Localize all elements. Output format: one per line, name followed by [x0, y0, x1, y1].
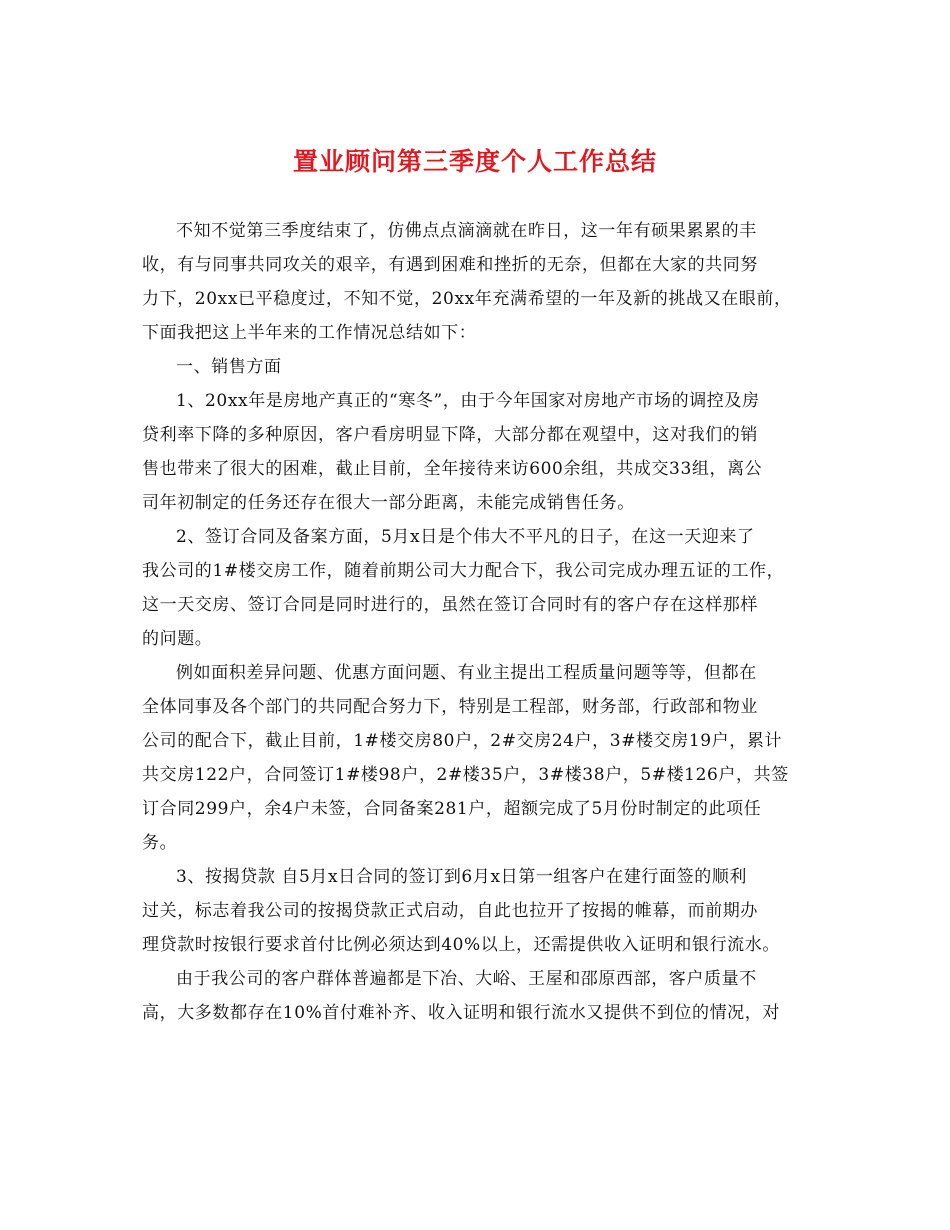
paragraph-line: 收，有与同事共同攻关的艰辛，有遇到困难和挫折的无奈，但都在大家的共同努	[142, 255, 758, 275]
paragraph-line: 下面我把这上半年来的工作情况总结如下：	[142, 323, 477, 343]
paragraph-line: 由于我公司的客户群体普遍都是下冶、大峪、王屋和邵原西部，客户质量不	[176, 969, 757, 989]
paragraph-line: 售也带来了很大的困难，截止目前，全年接待来访600余组，共成交33组，离公	[142, 459, 763, 479]
paragraph	[142, 520, 810, 656]
paragraph-line: 力下，20xx已平稳度过，不知不觉，20xx年充满希望的一年及新的挑战又在眼前，	[142, 289, 792, 309]
paragraph-line: 高，大多数都存在10%首付难补齐、收入证明和银行流水又提供不到位的情况，对	[142, 1003, 780, 1023]
document-title: 置业顾问第三季度个人工作总结	[292, 147, 657, 176]
paragraph-line: 例如面积差异问题、优惠方面问题、有业主提出工程质量问题等等，但都在	[176, 663, 757, 683]
paragraph	[142, 860, 810, 962]
paragraph	[142, 350, 810, 384]
paragraph-line: 过关，标志着我公司的按揭贷款正式启动，自此也拉开了按揭的帷幕，而前期办	[142, 901, 758, 921]
paragraph-line: 我公司的1#楼交房工作，随着前期公司大力配合下，我公司完成办理五证的工作，	[142, 561, 785, 581]
paragraph-line: 务。	[142, 833, 178, 853]
paragraph	[142, 656, 810, 860]
paragraph-line: 3、按揭贷款 自5月x日合同的签订到6月x日第一组客户在建行面签的顺利	[176, 867, 748, 887]
paragraph-line: 理贷款时按银行要求首付比例必须达到40%以上，还需提供收入证明和银行流水。	[142, 935, 780, 955]
document-body	[142, 214, 810, 1030]
paragraph-line: 的问题。	[142, 629, 213, 649]
paragraph	[142, 384, 810, 520]
paragraph-line: 贷利率下降的多种原因，客户看房明显下降，大部分都在观望中，这对我们的销	[142, 425, 758, 445]
paragraph	[142, 214, 810, 350]
paragraph-line: 这一天交房、签订合同是同时进行的，虽然在签订合同时有的客户存在这样那样	[142, 595, 758, 615]
paragraph-line: 订合同299户，余4户未签，合同备案281户，超额完成了5月份时制定的此项任	[142, 799, 762, 819]
paragraph-line: 公司的配合下，截止目前，1#楼交房80户，2#交房24户，3#楼交房19户，累计	[142, 731, 783, 751]
paragraph	[142, 962, 810, 1030]
paragraph-line: 2、签订合同及备案方面，5月x日是个伟大不平凡的日子，在这一天迎来了	[176, 527, 755, 547]
paragraph-line: 不知不觉第三季度结束了，仿佛点点滴滴就在昨日，这一年有硕果累累的丰	[176, 221, 757, 241]
paragraph-line: 全体同事及各个部门的共同配合努力下，特别是工程部，财务部，行政部和物业	[142, 697, 758, 717]
paragraph-line: 共交房122户，合同签订1#楼98户，2#楼35户，3#楼38户，5#楼126户，共签	[142, 765, 789, 785]
paragraph-line: 1、20xx年是房地产真正的“寒冬”，由于今年国家对房地产市场的调控及房	[176, 391, 760, 411]
paragraph-line: 司年初制定的任务还存在很大一部分距离，未能完成销售任务。	[142, 493, 635, 513]
paragraph-line: 一、销售方面	[176, 357, 282, 377]
